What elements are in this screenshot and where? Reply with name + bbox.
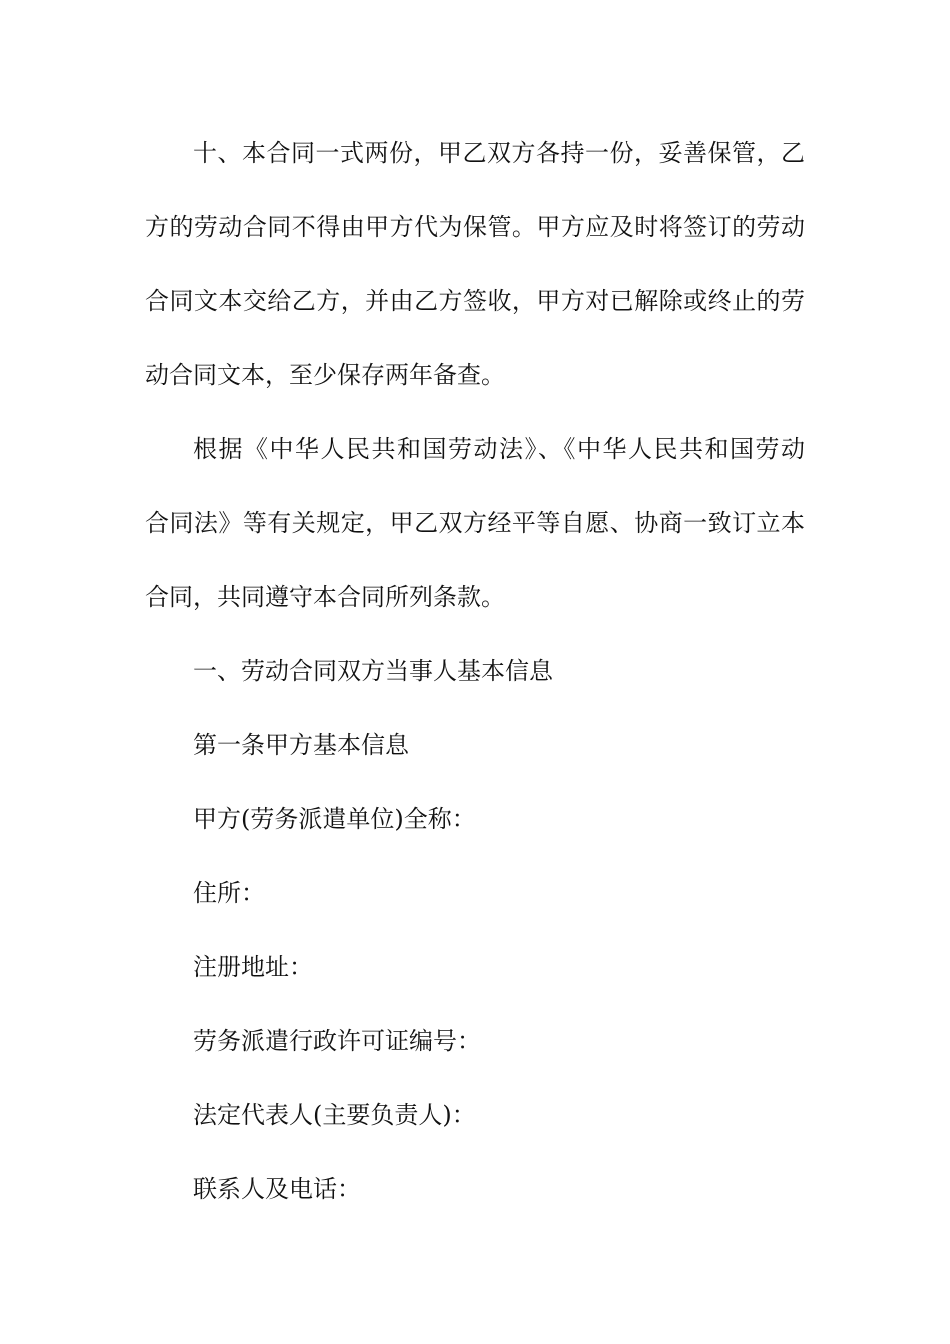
field-license-number: 劳务派遣行政许可证编号：: [193, 1027, 481, 1055]
field-registered-address: 注册地址：: [193, 953, 313, 981]
section-1-heading: 一、劳动合同双方当事人基本信息: [193, 657, 553, 685]
field-residence: 住所：: [193, 879, 265, 907]
article-1-heading: 第一条甲方基本信息: [193, 731, 409, 759]
preamble-line-3: 合同，共同遵守本合同所列条款。: [145, 583, 505, 611]
paragraph-10-line-4: 动合同文本，至少保存两年备查。: [145, 361, 505, 389]
preamble-line-2: 合同法》等有关规定，甲乙双方经平等自愿、协商一致订立本: [145, 509, 805, 537]
paragraph-10-line-2: 方的劳动合同不得由甲方代为保管。甲方应及时将签订的劳动: [145, 213, 805, 241]
field-legal-representative: 法定代表人(主要负责人)：: [193, 1101, 476, 1129]
field-contact-and-phone: 联系人及电话：: [193, 1175, 361, 1203]
field-employer-full-name: 甲方(劳务派遣单位)全称：: [193, 805, 476, 833]
paragraph-10-line-1: 十、本合同一式两份，甲乙双方各持一份，妥善保管，乙: [193, 139, 805, 167]
paragraph-10-line-3: 合同文本交给乙方，并由乙方签收，甲方对已解除或终止的劳: [145, 287, 805, 315]
preamble-line-1: 根据《中华人民共和国劳动法》、《中华人民共和国劳动: [193, 435, 805, 463]
